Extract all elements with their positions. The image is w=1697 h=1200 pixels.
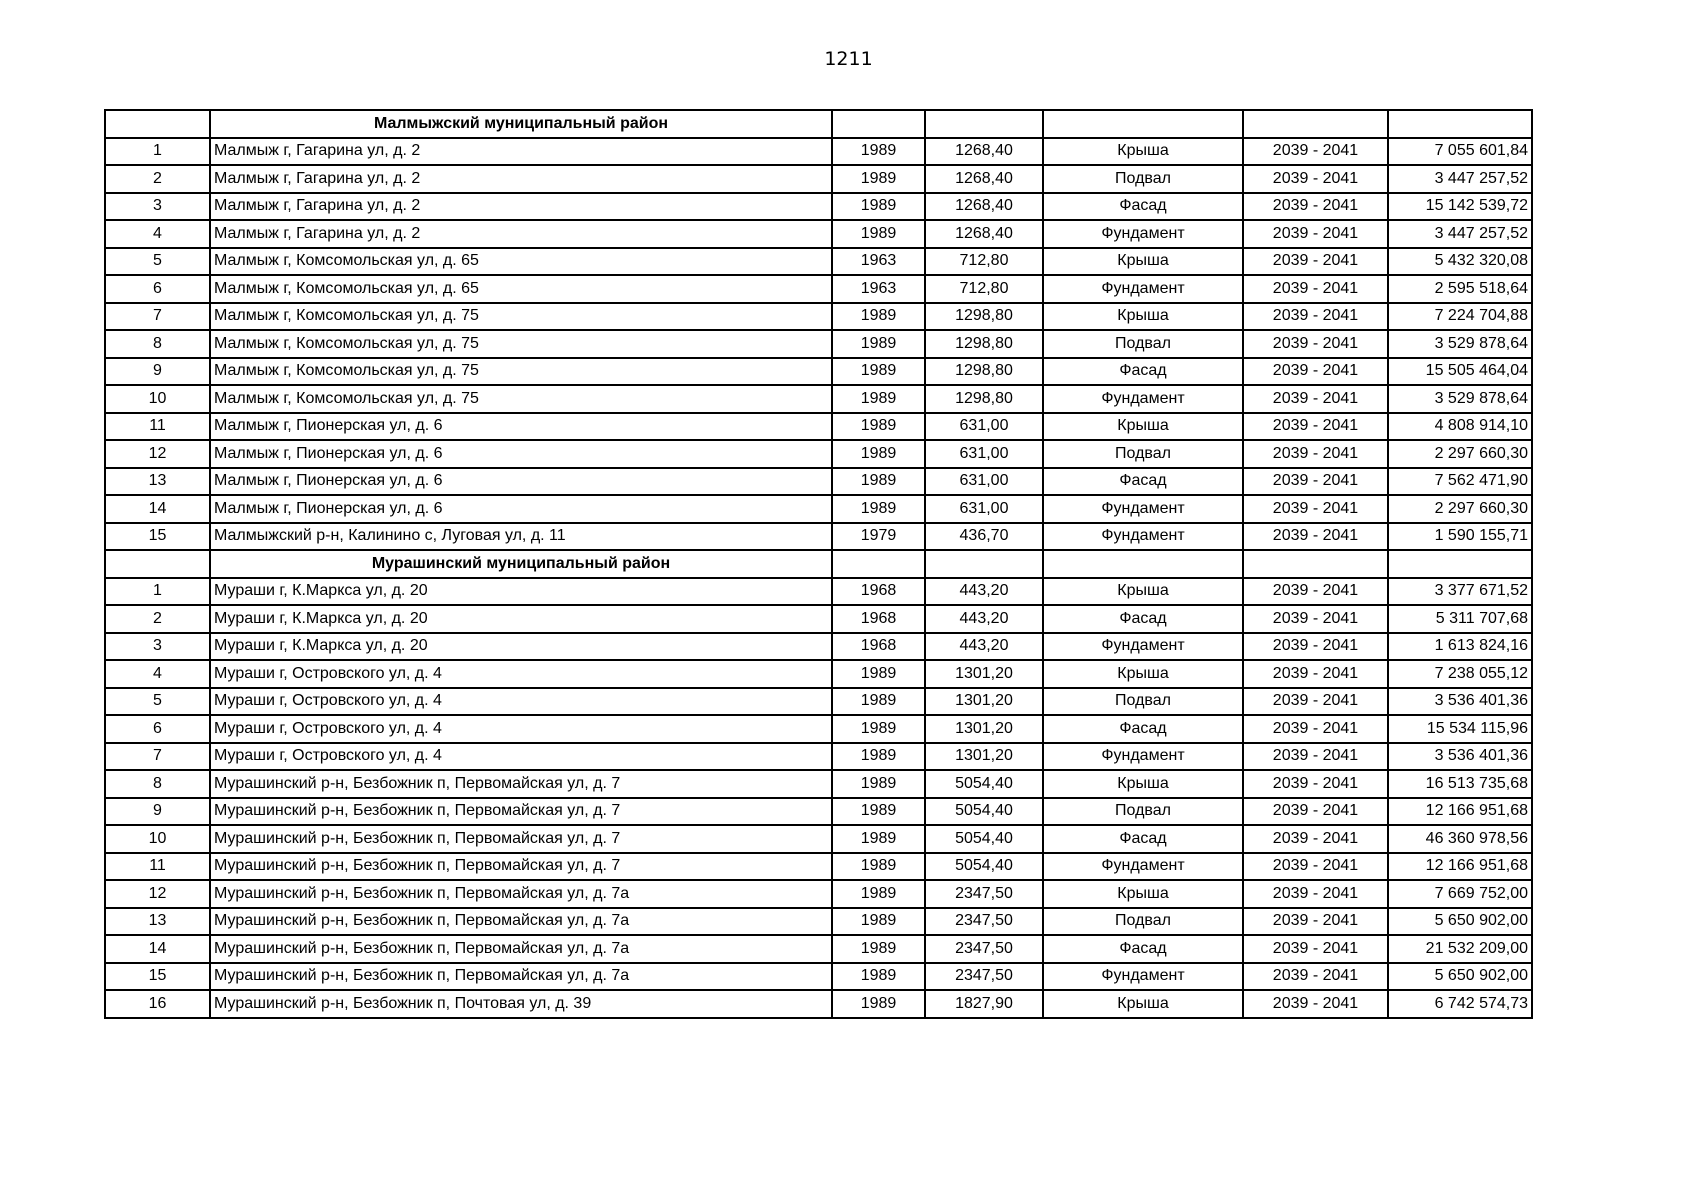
area-cell: 712,80 xyxy=(925,275,1043,303)
address-cell: Мураши г, К.Маркса ул, д. 20 xyxy=(210,578,832,606)
work-type-cell: Фундамент xyxy=(1043,633,1243,661)
period-cell: 2039 - 2041 xyxy=(1243,633,1388,661)
table-row xyxy=(105,138,1532,166)
build-year-cell: 1989 xyxy=(832,303,925,331)
area-cell: 1301,20 xyxy=(925,743,1043,771)
cost-cell: 3 447 257,52 xyxy=(1388,165,1532,193)
work-type-cell: Крыша xyxy=(1043,770,1243,798)
build-year-cell: 1989 xyxy=(832,138,925,166)
row-number-cell: 1 xyxy=(105,138,210,166)
row-number-cell: 2 xyxy=(105,165,210,193)
work-type-cell: Крыша xyxy=(1043,303,1243,331)
table-row xyxy=(105,963,1532,991)
period-cell: 2039 - 2041 xyxy=(1243,330,1388,358)
build-year-cell: 1979 xyxy=(832,523,925,551)
cost-cell: 5 650 902,00 xyxy=(1388,908,1532,936)
build-year-cell: 1989 xyxy=(832,935,925,963)
table-body xyxy=(105,110,1532,1018)
build-year-cell: 1989 xyxy=(832,798,925,826)
repair-program-table xyxy=(104,109,1533,1019)
table-row xyxy=(105,495,1532,523)
row-number-cell: 8 xyxy=(105,770,210,798)
address-cell: Мурашинский р-н, Безбожник п, Первомайская ул, д. 7а xyxy=(210,880,832,908)
period-cell: 2039 - 2041 xyxy=(1243,853,1388,881)
period-cell: 2039 - 2041 xyxy=(1243,605,1388,633)
area-cell: 1827,90 xyxy=(925,990,1043,1018)
empty-cell xyxy=(1388,550,1532,578)
work-type-cell: Подвал xyxy=(1043,798,1243,826)
cost-cell: 15 534 115,96 xyxy=(1388,715,1532,743)
area-cell: 443,20 xyxy=(925,578,1043,606)
address-cell: Мураши г, Островского ул, д. 4 xyxy=(210,715,832,743)
row-number-cell: 5 xyxy=(105,248,210,276)
area-cell: 631,00 xyxy=(925,440,1043,468)
area-cell: 2347,50 xyxy=(925,935,1043,963)
table-row xyxy=(105,165,1532,193)
period-cell: 2039 - 2041 xyxy=(1243,578,1388,606)
work-type-cell: Фасад xyxy=(1043,605,1243,633)
row-number-cell: 10 xyxy=(105,825,210,853)
work-type-cell: Фундамент xyxy=(1043,275,1243,303)
page-number: 1211 xyxy=(824,48,873,70)
cost-cell: 2 595 518,64 xyxy=(1388,275,1532,303)
work-type-cell: Фундамент xyxy=(1043,385,1243,413)
cost-cell: 12 166 951,68 xyxy=(1388,853,1532,881)
work-type-cell: Подвал xyxy=(1043,688,1243,716)
cost-cell: 7 562 471,90 xyxy=(1388,468,1532,496)
build-year-cell: 1989 xyxy=(832,385,925,413)
period-cell: 2039 - 2041 xyxy=(1243,385,1388,413)
row-number-cell: 15 xyxy=(105,523,210,551)
build-year-cell: 1989 xyxy=(832,330,925,358)
work-type-cell: Фасад xyxy=(1043,193,1243,221)
build-year-cell: 1963 xyxy=(832,248,925,276)
period-cell: 2039 - 2041 xyxy=(1243,688,1388,716)
area-cell: 1301,20 xyxy=(925,660,1043,688)
cost-cell: 7 224 704,88 xyxy=(1388,303,1532,331)
table-row xyxy=(105,385,1532,413)
table-row xyxy=(105,605,1532,633)
build-year-cell: 1968 xyxy=(832,633,925,661)
build-year-cell: 1989 xyxy=(832,193,925,221)
cost-cell: 7 055 601,84 xyxy=(1388,138,1532,166)
area-cell: 2347,50 xyxy=(925,908,1043,936)
empty-cell xyxy=(832,550,925,578)
period-cell: 2039 - 2041 xyxy=(1243,908,1388,936)
table-row xyxy=(105,715,1532,743)
work-type-cell: Крыша xyxy=(1043,880,1243,908)
section-title: Малмыжский муниципальный район xyxy=(210,110,832,138)
period-cell: 2039 - 2041 xyxy=(1243,660,1388,688)
address-cell: Малмыж г, Пионерская ул, д. 6 xyxy=(210,413,832,441)
build-year-cell: 1989 xyxy=(832,413,925,441)
table-row xyxy=(105,358,1532,386)
area-cell: 1301,20 xyxy=(925,715,1043,743)
period-cell: 2039 - 2041 xyxy=(1243,193,1388,221)
cost-cell: 3 529 878,64 xyxy=(1388,330,1532,358)
table-row xyxy=(105,798,1532,826)
address-cell: Малмыж г, Комсомольская ул, д. 75 xyxy=(210,385,832,413)
work-type-cell: Фасад xyxy=(1043,825,1243,853)
address-cell: Мурашинский р-н, Безбожник п, Первомайская ул, д. 7 xyxy=(210,853,832,881)
table-row xyxy=(105,660,1532,688)
row-number-cell: 11 xyxy=(105,853,210,881)
cost-cell: 15 142 539,72 xyxy=(1388,193,1532,221)
period-cell: 2039 - 2041 xyxy=(1243,138,1388,166)
row-number-cell: 15 xyxy=(105,963,210,991)
row-number-cell: 8 xyxy=(105,330,210,358)
address-cell: Мураши г, Островского ул, д. 4 xyxy=(210,660,832,688)
address-cell: Мурашинский р-н, Безбожник п, Первомайская ул, д. 7а xyxy=(210,963,832,991)
build-year-cell: 1968 xyxy=(832,578,925,606)
period-cell: 2039 - 2041 xyxy=(1243,770,1388,798)
address-cell: Мурашинский р-н, Безбожник п, Первомайская ул, д. 7а xyxy=(210,908,832,936)
section-header-row xyxy=(105,110,1532,138)
address-cell: Малмыж г, Комсомольская ул, д. 65 xyxy=(210,275,832,303)
row-number-cell: 10 xyxy=(105,385,210,413)
area-cell: 443,20 xyxy=(925,605,1043,633)
area-cell: 1298,80 xyxy=(925,385,1043,413)
build-year-cell: 1989 xyxy=(832,990,925,1018)
period-cell: 2039 - 2041 xyxy=(1243,468,1388,496)
area-cell: 5054,40 xyxy=(925,798,1043,826)
build-year-cell: 1963 xyxy=(832,275,925,303)
empty-cell xyxy=(105,110,210,138)
table-row xyxy=(105,633,1532,661)
work-type-cell: Фундамент xyxy=(1043,495,1243,523)
row-number-cell: 7 xyxy=(105,303,210,331)
area-cell: 5054,40 xyxy=(925,825,1043,853)
address-cell: Мурашинский р-н, Безбожник п, Первомайская ул, д. 7 xyxy=(210,825,832,853)
area-cell: 5054,40 xyxy=(925,770,1043,798)
period-cell: 2039 - 2041 xyxy=(1243,990,1388,1018)
empty-cell xyxy=(832,110,925,138)
work-type-cell: Фундамент xyxy=(1043,523,1243,551)
table-row xyxy=(105,275,1532,303)
cost-cell: 1 613 824,16 xyxy=(1388,633,1532,661)
cost-cell: 3 447 257,52 xyxy=(1388,220,1532,248)
address-cell: Малмыж г, Пионерская ул, д. 6 xyxy=(210,440,832,468)
cost-cell: 3 536 401,36 xyxy=(1388,688,1532,716)
table-row xyxy=(105,220,1532,248)
period-cell: 2039 - 2041 xyxy=(1243,440,1388,468)
area-cell: 631,00 xyxy=(925,495,1043,523)
cost-cell: 3 377 671,52 xyxy=(1388,578,1532,606)
period-cell: 2039 - 2041 xyxy=(1243,743,1388,771)
area-cell: 1298,80 xyxy=(925,358,1043,386)
period-cell: 2039 - 2041 xyxy=(1243,495,1388,523)
address-cell: Мурашинский р-н, Безбожник п, Первомайская ул, д. 7 xyxy=(210,770,832,798)
cost-cell: 5 432 320,08 xyxy=(1388,248,1532,276)
build-year-cell: 1989 xyxy=(832,660,925,688)
period-cell: 2039 - 2041 xyxy=(1243,825,1388,853)
empty-cell xyxy=(925,550,1043,578)
build-year-cell: 1989 xyxy=(832,220,925,248)
row-number-cell: 4 xyxy=(105,220,210,248)
row-number-cell: 13 xyxy=(105,468,210,496)
period-cell: 2039 - 2041 xyxy=(1243,935,1388,963)
table-row xyxy=(105,193,1532,221)
period-cell: 2039 - 2041 xyxy=(1243,275,1388,303)
work-type-cell: Фасад xyxy=(1043,358,1243,386)
row-number-cell: 14 xyxy=(105,495,210,523)
period-cell: 2039 - 2041 xyxy=(1243,523,1388,551)
table-row xyxy=(105,743,1532,771)
row-number-cell: 14 xyxy=(105,935,210,963)
address-cell: Малмыж г, Гагарина ул, д. 2 xyxy=(210,138,832,166)
row-number-cell: 9 xyxy=(105,358,210,386)
period-cell: 2039 - 2041 xyxy=(1243,248,1388,276)
row-number-cell: 5 xyxy=(105,688,210,716)
area-cell: 5054,40 xyxy=(925,853,1043,881)
work-type-cell: Фасад xyxy=(1043,468,1243,496)
cost-cell: 12 166 951,68 xyxy=(1388,798,1532,826)
address-cell: Малмыж г, Комсомольская ул, д. 65 xyxy=(210,248,832,276)
period-cell: 2039 - 2041 xyxy=(1243,165,1388,193)
row-number-cell: 4 xyxy=(105,660,210,688)
address-cell: Мурашинский р-н, Безбожник п, Первомайская ул, д. 7а xyxy=(210,935,832,963)
table-row xyxy=(105,908,1532,936)
table-row xyxy=(105,468,1532,496)
work-type-cell: Фасад xyxy=(1043,935,1243,963)
cost-cell: 3 529 878,64 xyxy=(1388,385,1532,413)
work-type-cell: Подвал xyxy=(1043,440,1243,468)
address-cell: Малмыж г, Гагарина ул, д. 2 xyxy=(210,193,832,221)
area-cell: 2347,50 xyxy=(925,963,1043,991)
table-row xyxy=(105,935,1532,963)
address-cell: Мураши г, Островского ул, д. 4 xyxy=(210,743,832,771)
area-cell: 436,70 xyxy=(925,523,1043,551)
address-cell: Мураши г, К.Маркса ул, д. 20 xyxy=(210,633,832,661)
address-cell: Малмыжский р-н, Калинино с, Луговая ул, д. 11 xyxy=(210,523,832,551)
row-number-cell: 6 xyxy=(105,715,210,743)
row-number-cell: 6 xyxy=(105,275,210,303)
empty-cell xyxy=(925,110,1043,138)
build-year-cell: 1989 xyxy=(832,715,925,743)
build-year-cell: 1989 xyxy=(832,468,925,496)
build-year-cell: 1968 xyxy=(832,605,925,633)
address-cell: Мураши г, Островского ул, д. 4 xyxy=(210,688,832,716)
table-row xyxy=(105,770,1532,798)
area-cell: 631,00 xyxy=(925,468,1043,496)
area-cell: 1298,80 xyxy=(925,303,1043,331)
cost-cell: 5 650 902,00 xyxy=(1388,963,1532,991)
table-row xyxy=(105,248,1532,276)
table-row xyxy=(105,303,1532,331)
area-cell: 631,00 xyxy=(925,413,1043,441)
build-year-cell: 1989 xyxy=(832,963,925,991)
address-cell: Малмыж г, Комсомольская ул, д. 75 xyxy=(210,303,832,331)
cost-cell: 5 311 707,68 xyxy=(1388,605,1532,633)
row-number-cell: 9 xyxy=(105,798,210,826)
build-year-cell: 1989 xyxy=(832,853,925,881)
table-row xyxy=(105,825,1532,853)
area-cell: 1268,40 xyxy=(925,220,1043,248)
cost-cell: 7 669 752,00 xyxy=(1388,880,1532,908)
empty-cell xyxy=(1243,550,1388,578)
row-number-cell: 3 xyxy=(105,193,210,221)
build-year-cell: 1989 xyxy=(832,358,925,386)
work-type-cell: Крыша xyxy=(1043,990,1243,1018)
area-cell: 2347,50 xyxy=(925,880,1043,908)
row-number-cell: 2 xyxy=(105,605,210,633)
build-year-cell: 1989 xyxy=(832,495,925,523)
work-type-cell: Подвал xyxy=(1043,908,1243,936)
table-row xyxy=(105,523,1532,551)
period-cell: 2039 - 2041 xyxy=(1243,413,1388,441)
work-type-cell: Крыша xyxy=(1043,248,1243,276)
row-number-cell: 16 xyxy=(105,990,210,1018)
row-number-cell: 7 xyxy=(105,743,210,771)
work-type-cell: Фундамент xyxy=(1043,220,1243,248)
empty-cell xyxy=(1043,550,1243,578)
table-row xyxy=(105,330,1532,358)
cost-cell: 6 742 574,73 xyxy=(1388,990,1532,1018)
row-number-cell: 1 xyxy=(105,578,210,606)
work-type-cell: Крыша xyxy=(1043,660,1243,688)
table-row xyxy=(105,880,1532,908)
work-type-cell: Фундамент xyxy=(1043,743,1243,771)
row-number-cell: 3 xyxy=(105,633,210,661)
empty-cell xyxy=(1043,110,1243,138)
build-year-cell: 1989 xyxy=(832,880,925,908)
cost-cell: 21 532 209,00 xyxy=(1388,935,1532,963)
address-cell: Малмыж г, Пионерская ул, д. 6 xyxy=(210,495,832,523)
work-type-cell: Фундамент xyxy=(1043,963,1243,991)
work-type-cell: Крыша xyxy=(1043,413,1243,441)
table-row xyxy=(105,578,1532,606)
build-year-cell: 1989 xyxy=(832,825,925,853)
address-cell: Малмыж г, Комсомольская ул, д. 75 xyxy=(210,358,832,386)
area-cell: 443,20 xyxy=(925,633,1043,661)
build-year-cell: 1989 xyxy=(832,165,925,193)
address-cell: Малмыж г, Гагарина ул, д. 2 xyxy=(210,220,832,248)
work-type-cell: Крыша xyxy=(1043,578,1243,606)
cost-cell: 16 513 735,68 xyxy=(1388,770,1532,798)
build-year-cell: 1989 xyxy=(832,743,925,771)
period-cell: 2039 - 2041 xyxy=(1243,358,1388,386)
row-number-cell: 12 xyxy=(105,440,210,468)
cost-cell: 4 808 914,10 xyxy=(1388,413,1532,441)
table-row xyxy=(105,688,1532,716)
cost-cell: 7 238 055,12 xyxy=(1388,660,1532,688)
table-row xyxy=(105,440,1532,468)
address-cell: Малмыж г, Гагарина ул, д. 2 xyxy=(210,165,832,193)
cost-cell: 2 297 660,30 xyxy=(1388,495,1532,523)
table-row xyxy=(105,853,1532,881)
section-title: Мурашинский муниципальный район xyxy=(210,550,832,578)
area-cell: 712,80 xyxy=(925,248,1043,276)
cost-cell: 2 297 660,30 xyxy=(1388,440,1532,468)
build-year-cell: 1989 xyxy=(832,688,925,716)
cost-cell: 1 590 155,71 xyxy=(1388,523,1532,551)
area-cell: 1298,80 xyxy=(925,330,1043,358)
empty-cell xyxy=(1243,110,1388,138)
period-cell: 2039 - 2041 xyxy=(1243,798,1388,826)
table-row xyxy=(105,413,1532,441)
period-cell: 2039 - 2041 xyxy=(1243,715,1388,743)
work-type-cell: Фасад xyxy=(1043,715,1243,743)
section-header-row xyxy=(105,550,1532,578)
address-cell: Малмыж г, Комсомольская ул, д. 75 xyxy=(210,330,832,358)
table-row xyxy=(105,990,1532,1018)
period-cell: 2039 - 2041 xyxy=(1243,220,1388,248)
period-cell: 2039 - 2041 xyxy=(1243,963,1388,991)
work-type-cell: Подвал xyxy=(1043,165,1243,193)
area-cell: 1268,40 xyxy=(925,165,1043,193)
row-number-cell: 11 xyxy=(105,413,210,441)
area-cell: 1301,20 xyxy=(925,688,1043,716)
cost-cell: 15 505 464,04 xyxy=(1388,358,1532,386)
work-type-cell: Фундамент xyxy=(1043,853,1243,881)
build-year-cell: 1989 xyxy=(832,440,925,468)
empty-cell xyxy=(105,550,210,578)
area-cell: 1268,40 xyxy=(925,138,1043,166)
empty-cell xyxy=(1388,110,1532,138)
row-number-cell: 13 xyxy=(105,908,210,936)
address-cell: Мураши г, К.Маркса ул, д. 20 xyxy=(210,605,832,633)
work-type-cell: Подвал xyxy=(1043,330,1243,358)
period-cell: 2039 - 2041 xyxy=(1243,303,1388,331)
address-cell: Мурашинский р-н, Безбожник п, Первомайская ул, д. 7 xyxy=(210,798,832,826)
period-cell: 2039 - 2041 xyxy=(1243,880,1388,908)
cost-cell: 3 536 401,36 xyxy=(1388,743,1532,771)
cost-cell: 46 360 978,56 xyxy=(1388,825,1532,853)
work-type-cell: Крыша xyxy=(1043,138,1243,166)
area-cell: 1268,40 xyxy=(925,193,1043,221)
row-number-cell: 12 xyxy=(105,880,210,908)
build-year-cell: 1989 xyxy=(832,770,925,798)
address-cell: Малмыж г, Пионерская ул, д. 6 xyxy=(210,468,832,496)
build-year-cell: 1989 xyxy=(832,908,925,936)
address-cell: Мурашинский р-н, Безбожник п, Почтовая ул, д. 39 xyxy=(210,990,832,1018)
